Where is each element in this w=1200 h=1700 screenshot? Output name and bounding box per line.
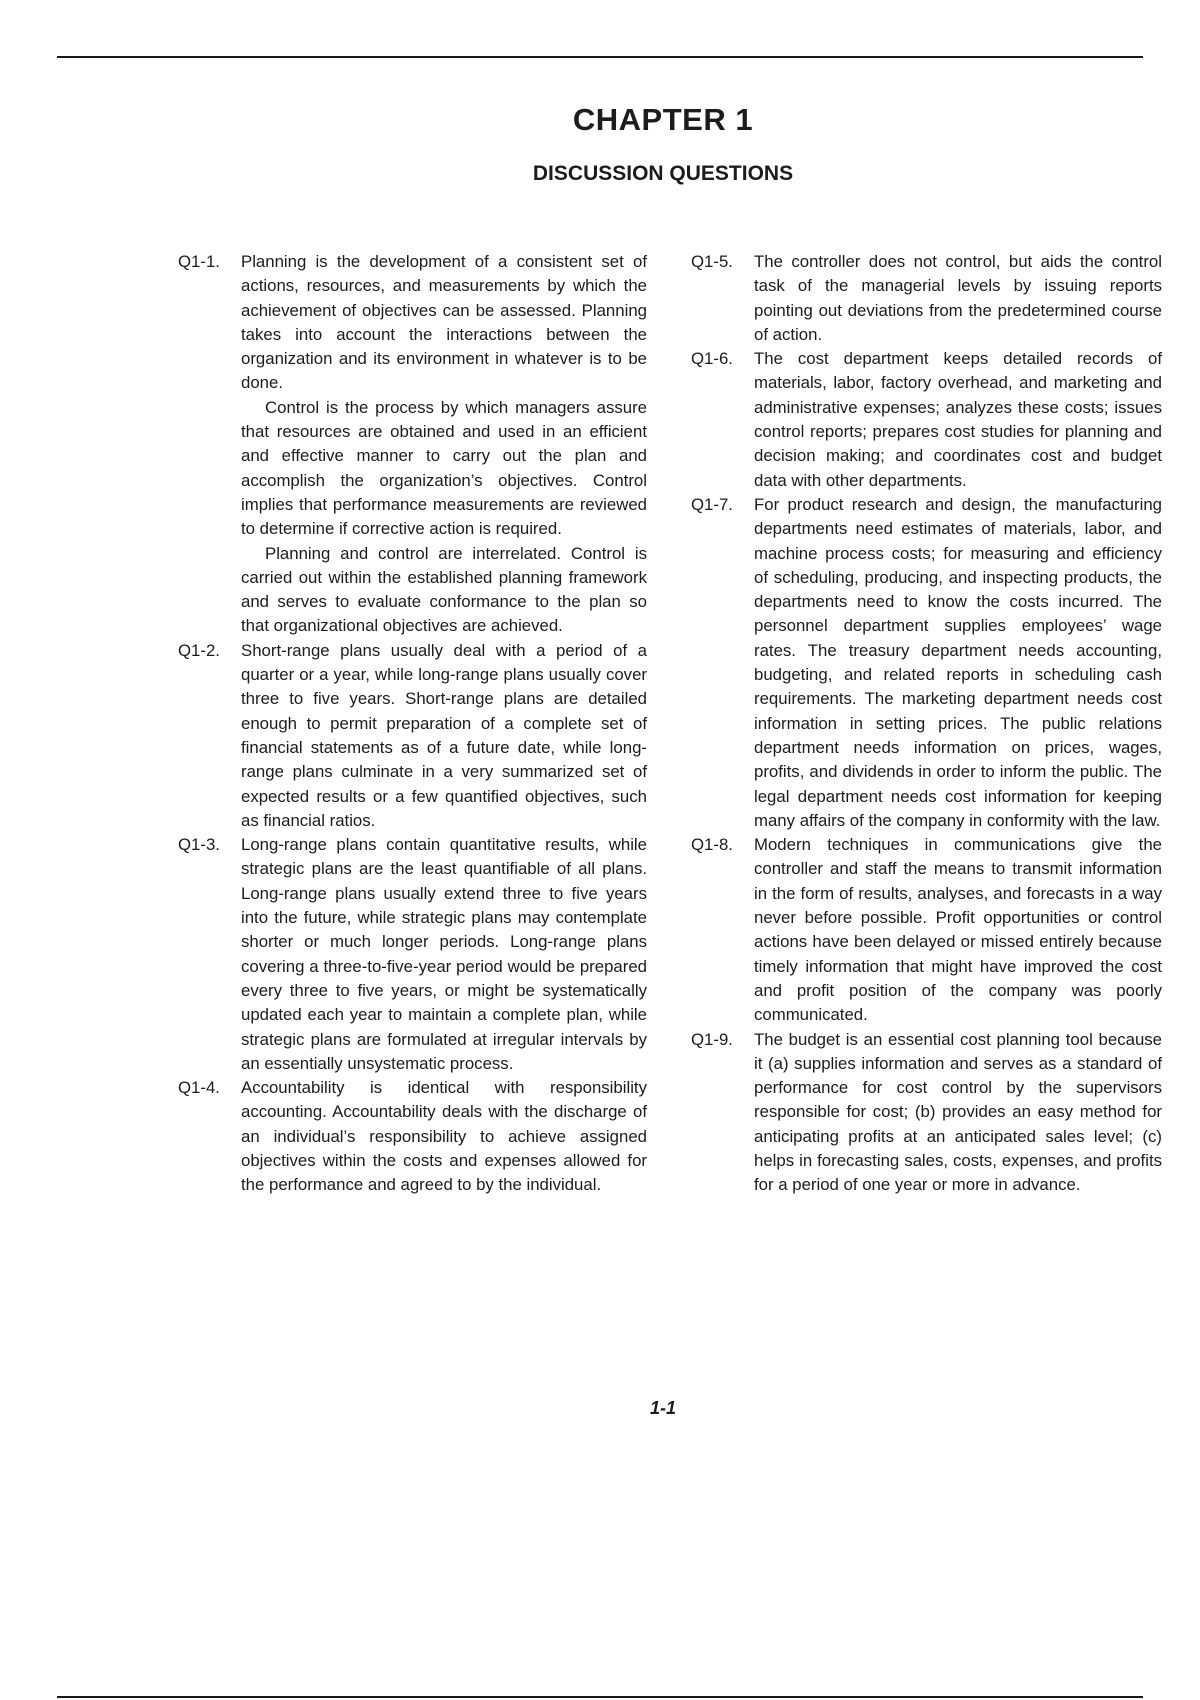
question-label: Q1-5.	[691, 252, 733, 271]
section-title: DISCUSSION QUESTIONS	[532, 162, 794, 185]
question-q1-3	[178, 833, 647, 1076]
question-q1-5	[691, 250, 1162, 347]
question-answer	[241, 1076, 647, 1197]
question-q1-4	[178, 1076, 647, 1197]
question-answer	[241, 833, 647, 1076]
question-answer	[754, 347, 1162, 493]
top-rule	[57, 56, 1143, 58]
question-q1-1	[178, 250, 647, 639]
question-q1-6	[691, 347, 1162, 493]
question-answer	[241, 639, 647, 833]
answer-paragraph: The budget is an essential cost planning tool because it (a) supplies information and serves as a standard of performance for cost control by the supervisors responsible for cost; (b) provides an easy method for anticipating profits at an anticipated sales level; (c) helps in forecasting sales, costs, expenses, and profits for a period of one year or more in advance.	[754, 1029, 1162, 1195]
question-label: Q1-3.	[178, 835, 220, 855]
page-number: 1-1	[649, 1398, 676, 1418]
right-column	[691, 250, 1162, 1198]
question-label: Q1-2.	[178, 640, 220, 660]
question-answer	[754, 493, 1162, 833]
question-label: Q1-4.	[178, 1078, 220, 1098]
chapter-title: CHAPTER 1	[572, 102, 754, 137]
answer-paragraph: Control is the process by which managers assure that resources are obtained and used in an efficient and effective manner to carry out the plan and accomplish the organization’s objectives. Control implies that performance measurements are reviewed to determine if corrective action is required.	[241, 397, 647, 539]
left-column	[178, 250, 647, 1198]
answer-paragraph: Planning and control are interrelated. Control is carried out within the established planning framework and serves to evaluate conformance to the plan so that organizational objectives are achieved.	[241, 543, 647, 636]
answer-paragraph: Accountability is identical with responsibility accounting. Accountability deals with the discharge of an individual’s responsibility to achieve assigned objectives within the costs and expenses allowed for the performance and agreed to by the individual.	[241, 1078, 647, 1195]
question-label: Q1-6.	[691, 349, 733, 369]
question-label: Q1-1.	[178, 252, 220, 271]
question-q1-9	[691, 1028, 1162, 1198]
question-q1-2	[178, 639, 647, 833]
bottom-rule	[57, 1696, 1143, 1698]
question-answer	[241, 250, 647, 639]
question-label: Q1-9.	[691, 1029, 733, 1049]
question-answer	[754, 1028, 1162, 1198]
answer-paragraph: Short-range plans usually deal with a period of a quarter or a year, while long-range plans usually cover three to five years. Short-range plans are detailed enough to permit preparation of a complete set of financial statements as of a future date, while long-range plans culminate in a very summarized set of expected results or a few quantified objectives, such as financial ratios.	[241, 640, 647, 830]
question-label: Q1-7.	[691, 494, 733, 514]
answer-paragraph: The controller does not control, but aids the control task of the managerial levels by issuing reports pointing out deviations from the predetermined course of action.	[754, 252, 1162, 344]
question-answer	[754, 250, 1162, 347]
answer-paragraph: The cost department keeps detailed records of materials, labor, factory overhead, and marketing and administrative expenses; analyzes these costs; issues control reports; prepares cost studies for planning and decision making; and coordinates cost and budget data with other departments.	[754, 349, 1162, 490]
question-label: Q1-8.	[691, 835, 733, 855]
question-answer	[754, 833, 1162, 1027]
question-q1-8	[691, 833, 1162, 1027]
answer-paragraph: Long-range plans contain quantitative results, while strategic plans are the least quantifiable of all plans. Long-range plans usually extend three to five years into the future, while strategic plans may contemplate shorter or much longer periods. Long-range plans covering a three-to-five-year period would be prepared every three to five years, or might be systematically updated each year to maintain a complete plan, while strategic plans are formulated at irregular intervals by an essentially unsystematic process.	[241, 835, 647, 1073]
answer-paragraph: Planning is the development of a consistent set of actions, resources, and measurements by which the achievement of objectives can be assessed. Planning takes into account the interactions between the organization and its environment in whatever is to be done.	[241, 252, 647, 393]
question-q1-7	[691, 493, 1162, 833]
answer-paragraph: For product research and design, the manufacturing departments need estimates of materials, labor, and machine process costs; for measuring and efficiency of scheduling, producing, and inspecting products, the departments need to know the costs incurred. The personnel department supplies employees’ wage rates. The treasury department needs accounting, budgeting, and related reports in scheduling cash requirements. The marketing department needs cost information in setting prices. The public relations department needs information on prices, wages, profits, and dividends in order to inform the public. The legal department needs cost information for keeping many affairs of the company in conformity with the law.	[754, 494, 1162, 830]
answer-paragraph: Modern techniques in communications give the controller and staff the means to transmit information in the form of results, analyses, and forecasts in a way never before possible. Profit opportunities or control actions have been delayed or missed entirely because timely information that might have improved the cost and profit position of the company was poorly communicated.	[754, 835, 1162, 1025]
